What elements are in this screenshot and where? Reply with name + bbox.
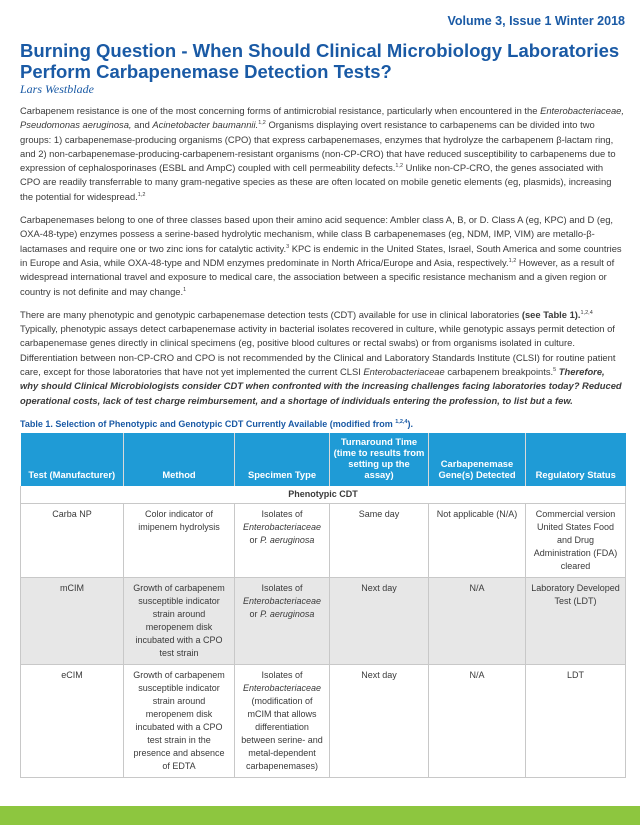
cell-turnaround: Next day (330, 664, 429, 777)
header-test: Test (Manufacturer) (21, 433, 124, 486)
cell-specimen: Isolates of Enterobacteriaceae or P. aeruginosa (235, 503, 330, 577)
paragraph-2: Carbapenemases belong to one of three classes based upon their amino acid sequence: Ambler class A, B, or D. Class A (eg, KPC) and D (eg, OXA-48-type) enzymes possess a serine-based hydrolytic mechanism, while class B carbapenemases (eg, NDM, IMP, VIM) are metallo-β-lactamases and require one or two zinc ions for catalytic activity.$^3$ KPC is endemic in the United States, Israel, South America and some countries in Europe and Asia, while OXA-48-type and NDM enzymes predominate in North Africa/Europe and Asia, respectively.$^{1,2}$ However, as a result of widespread international travel and exposure to medical care, the association between a specific resistance mechanism and a given region or country is not definite and may change.$^1$ (20, 214, 622, 297)
section-row (21, 486, 626, 504)
table-caption: Table 1. Selection of Phenotypic and Genotypic CDT Currently Available (modified from $^{1,2,4}$). (20, 418, 413, 429)
cell-test: mCIM (21, 577, 124, 664)
cell-turnaround: Same day (330, 503, 429, 577)
header-method: Method (124, 433, 235, 486)
cell-genes: N/A (429, 664, 526, 777)
header-turnaround: Turnaround Time (time to results from setting up the assay) (330, 433, 429, 486)
cell-status: Laboratory Developed Test (LDT) (526, 577, 626, 664)
cell-test: eCIM (21, 664, 124, 777)
cell-method: Color indicator of imipenem hydrolysis (124, 503, 235, 577)
cdt-table (20, 433, 626, 778)
cell-turnaround: Next day (330, 577, 429, 664)
cell-method: Growth of carbapenem susceptible indicator strain around meropenem disk incubated with a CPO test strain (124, 577, 235, 664)
table-row (21, 577, 626, 664)
table-row (21, 503, 626, 577)
paragraph-1: Carbapenem resistance is one of the most concerning forms of antimicrobial resistance, particularly when encountered in the Enterobacteriaceae, Pseudomonas aeruginosa, and Acinetobacter baumannii.$^{1,2}$ Organisms displaying overt resistance to carbapenems can be divided into two groups: 1) carbapenemase-producing organisms (CPO) that express carbapenemases, enzymes that hydrolyze the carbapenem β-lactam ring, and 2) non-carbapenemase-producing-carbapenem-resistant organisms (non-CP-CRO) that have reduced susceptibility to carbapenems due to expression of cephalosporinases (ESBL and AmpC) coupled with cell permeability defects.$^{1,2}$ Unlike non-CP-CRO, the genes associated with CPO are readily transferrable to many gram-negative species as these are often located on mobile genetic elements (eg, plasmids), increasing the potential for widespread.$^{1,2}$ (20, 105, 624, 202)
cell-method: Growth of carbapenem susceptible indicator strain around meropenem disk incubated with a CPO test strain in the presence and absence of EDTA (124, 664, 235, 777)
article-title: Burning Question - When Should Clinical Microbiology Laboratories Perform Carbapenemase Detection Tests? (20, 40, 620, 82)
table-header-row (21, 433, 626, 486)
issue-label: Volume 3, Issue 1 Winter 2018 (447, 14, 625, 28)
footer-bar (0, 806, 640, 825)
cell-genes: Not applicable (N/A) (429, 503, 526, 577)
header-status: Regulatory Status (526, 433, 626, 486)
header-specimen: Specimen Type (235, 433, 330, 486)
section-label: Phenotypic CDT (21, 486, 626, 504)
cell-status: Commercial version United States Food and Drug Administration (FDA) cleared (526, 503, 626, 577)
article-author: Lars Westblade (20, 82, 94, 96)
cell-test: Carba NP (21, 503, 124, 577)
header-genes: Carbapenemase Gene(s) Detected (429, 433, 526, 486)
cell-specimen: Isolates of Enterobacteriaceae or P. aeruginosa (235, 577, 330, 664)
table-row (21, 664, 626, 777)
newsletter-page (20, 14, 625, 778)
cell-genes: N/A (429, 577, 526, 664)
cell-status: LDT (526, 664, 626, 777)
paragraph-3: There are many phenotypic and genotypic carbapenemase detection tests (CDT) available for use in clinical laboratories (see Table 1).$^{1,2,4}$ Typically, phenotypic assays detect carbapenemase activity in bacterial isolates recovered in culture, while genotypic assays permit detection of carbapenemase genes directly in clinical specimens (eg, positive blood cultures or rectal swabs) or from organisms isolated in culture. Differentiation between non-CP-CRO and CPO is not recommended by the Clinical and Laboratory Standards Institute (CLSI) for routine patient care, except for those laboratories that have not yet implemented the current CLSI Enterobacteriaceae carbapenem breakpoints.$^5$ Therefore, why should Clinical Microbiologists consider CDT when confronted with the increasing challenges facing laboratories today? Reduced operational costs, lack of test charge reimbursement, and a shortage of individuals entering the profession, to list but a few. (20, 308, 622, 406)
cell-specimen: Isolates of Enterobacteriaceae (modification of mCIM that allows differentiation between serine- and metal-dependent carbapenemases) (235, 664, 330, 777)
table-reference: (see Table 1). (521, 308, 581, 320)
